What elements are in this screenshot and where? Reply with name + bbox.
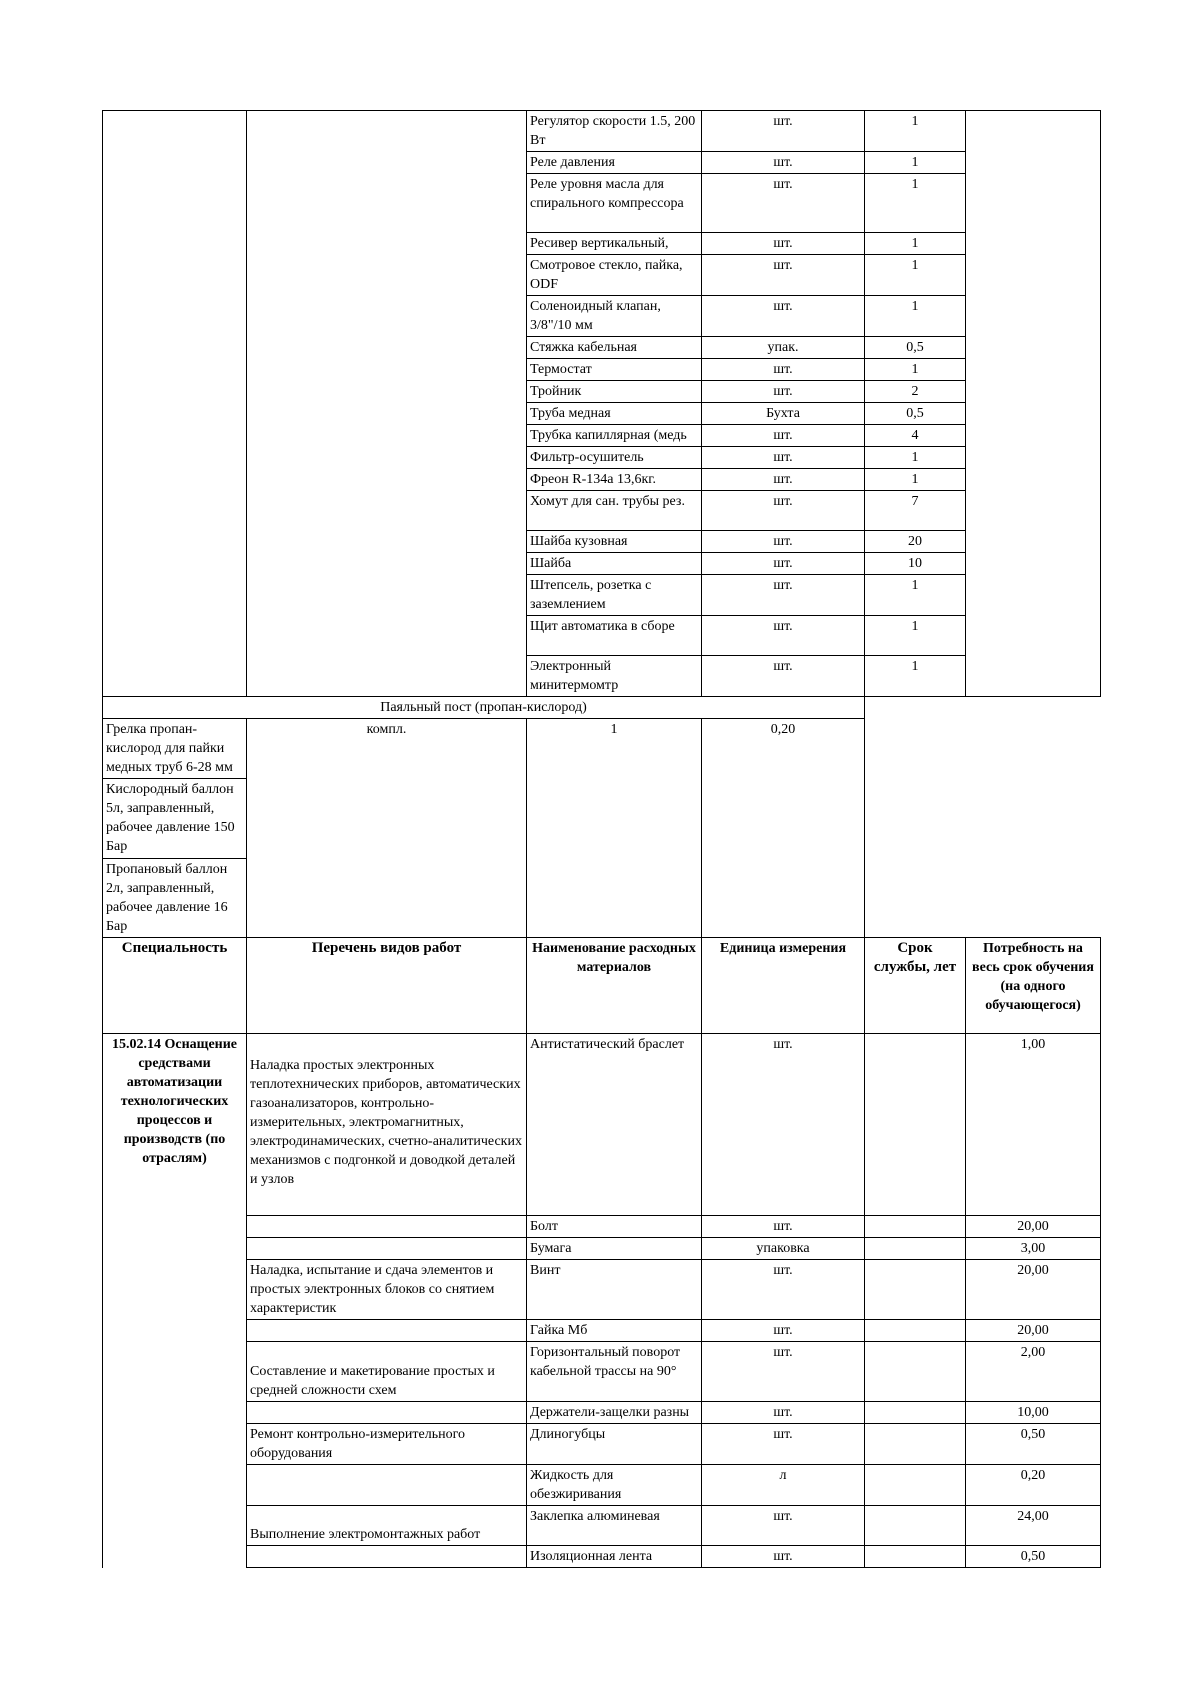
- table-row: [103, 1506, 1101, 1546]
- unit: шт.: [702, 1402, 865, 1424]
- unit: шт.: [702, 1034, 865, 1216]
- unit: шт.: [702, 656, 865, 697]
- work-type: Наладка простых электронных теплотехнических приборов, автоматических газоанализаторов, контрольно-измерительных, электромагнитных, электродинамических, счетно-аналитических механизмов с подгонкой и доводкой деталей и узлов: [247, 1034, 527, 1216]
- quantity: 2: [865, 381, 966, 403]
- table-row: [103, 697, 1101, 719]
- material-name: Жидкость для обезжиривания: [527, 1465, 702, 1506]
- work-type: [247, 1238, 527, 1260]
- unit: шт.: [702, 1506, 865, 1546]
- lifetime: [865, 1034, 966, 1216]
- material-name: Электронный минитермомтр: [527, 656, 702, 697]
- work-type: [247, 1216, 527, 1238]
- table-header: [103, 938, 1101, 1034]
- top-section: [103, 111, 1101, 697]
- lifetime: [865, 1320, 966, 1342]
- quantity: 1: [865, 296, 966, 337]
- quantity: 1: [865, 469, 966, 491]
- quantity: 1: [865, 255, 966, 296]
- table-row: [103, 1260, 1101, 1320]
- header-material: Наименование расходных материалов: [527, 938, 702, 1034]
- empty-specialty-cell: [103, 111, 247, 697]
- lifetime: [865, 1260, 966, 1320]
- lifetime: [865, 1402, 966, 1424]
- quantity: 1: [865, 656, 966, 697]
- empty-works-cell: [247, 111, 527, 697]
- lifetime: [865, 1216, 966, 1238]
- quantity: 1: [865, 447, 966, 469]
- unit: шт.: [702, 553, 865, 575]
- table-row: [103, 1216, 1101, 1238]
- unit: шт.: [702, 152, 865, 174]
- unit: шт.: [702, 1260, 865, 1320]
- material-name: Смотровое стекло, пайка, ODF: [527, 255, 702, 296]
- lifetime: [865, 1546, 966, 1568]
- lifetime: [865, 1238, 966, 1260]
- work-type: [247, 1402, 527, 1424]
- material-name: Шайба кузовная: [527, 531, 702, 553]
- quantity: 1: [865, 174, 966, 233]
- unit: шт.: [702, 1342, 865, 1402]
- header-works: Перечень видов работ: [247, 938, 527, 1034]
- quantity: 1: [865, 111, 966, 152]
- unit: шт.: [702, 575, 865, 616]
- quantity: 1: [865, 616, 966, 656]
- material-name: Грелка пропан-кислород для пайки медных труб 6-28 мм: [103, 719, 247, 779]
- quantity: 4: [865, 425, 966, 447]
- table-row: [103, 719, 1101, 779]
- quantity: 1: [865, 152, 966, 174]
- material-name: Щит автоматика в сборе: [527, 616, 702, 656]
- work-type: Выполнение электромонтажных работ: [247, 1506, 527, 1546]
- material-name: Штепсель, розетка с заземлением: [527, 575, 702, 616]
- material-name: Кислородный баллон 5л, заправленный, рабочее давление 150 Бар: [103, 779, 247, 859]
- material-name: Заклепка алюминевая: [527, 1506, 702, 1546]
- material-name: Винт: [527, 1260, 702, 1320]
- work-type: [247, 1546, 527, 1568]
- quantity: 1: [865, 233, 966, 255]
- need: 3,00: [966, 1238, 1101, 1260]
- material-name: Стяжка кабельная: [527, 337, 702, 359]
- material-name: Держатели-защелки разны: [527, 1402, 702, 1424]
- work-type: [247, 1465, 527, 1506]
- need: 10,00: [966, 1402, 1101, 1424]
- unit: Бухта: [702, 403, 865, 425]
- need: 0,50: [966, 1546, 1101, 1568]
- unit: л: [702, 1465, 865, 1506]
- header-need: Потребность на весь срок обучения (на одного обучающегося): [966, 938, 1101, 1034]
- table-row: [103, 1320, 1101, 1342]
- unit: шт.: [702, 255, 865, 296]
- lifetime: [865, 1506, 966, 1546]
- unit: шт.: [702, 381, 865, 403]
- unit: шт.: [702, 296, 865, 337]
- specialty-section: [103, 1034, 1101, 1568]
- quantity: 1: [865, 359, 966, 381]
- material-name: Термостат: [527, 359, 702, 381]
- header-specialty: Специальность: [103, 938, 247, 1034]
- header-unit: Единица измерения: [702, 938, 865, 1034]
- material-name: Длиногубцы: [527, 1424, 702, 1465]
- material-name: Реле давления: [527, 152, 702, 174]
- soldering-post-section: [103, 697, 1101, 938]
- header-lifetime: Срок службы, лет: [865, 938, 966, 1034]
- unit: упаковка: [702, 1238, 865, 1260]
- need: 0,50: [966, 1424, 1101, 1465]
- work-type: Составление и макетирование простых и средней сложности схем: [247, 1342, 527, 1402]
- need: 20,00: [966, 1320, 1101, 1342]
- material-name: Реле уровня масла для спирального компрессора: [527, 174, 702, 233]
- material-name: Фреон R-134a 13,6кг.: [527, 469, 702, 491]
- lifetime: [865, 1465, 966, 1506]
- unit: шт.: [702, 616, 865, 656]
- table-row: [103, 1546, 1101, 1568]
- material-name: Фильтр-осушитель: [527, 447, 702, 469]
- work-type: Наладка, испытание и сдача элементов и простых электронных блоков со снятием характеристик: [247, 1260, 527, 1320]
- unit: шт.: [702, 174, 865, 233]
- material-name: Изоляционная лента: [527, 1546, 702, 1568]
- material-name: Трубка капиллярная (медь: [527, 425, 702, 447]
- table-row: [103, 1034, 1101, 1216]
- unit: упак.: [702, 337, 865, 359]
- quantity: 0,5: [865, 337, 966, 359]
- unit: компл.: [247, 719, 527, 938]
- unit: шт.: [702, 111, 865, 152]
- unit: шт.: [702, 1424, 865, 1465]
- unit: шт.: [702, 425, 865, 447]
- quantity: 1: [865, 575, 966, 616]
- empty-need-cell: [966, 111, 1101, 697]
- lifetime: [865, 1342, 966, 1402]
- quantity: 20: [865, 531, 966, 553]
- need: 1,00: [966, 1034, 1101, 1216]
- material-name: Хомут для сан. трубы рез.: [527, 491, 702, 531]
- material-name: Бумага: [527, 1238, 702, 1260]
- quantity: 7: [865, 491, 966, 531]
- material-name: Гайка Мб: [527, 1320, 702, 1342]
- material-name: Антистатический браслет: [527, 1034, 702, 1216]
- lifetime: [865, 1424, 966, 1465]
- unit: шт.: [702, 1216, 865, 1238]
- material-name: Тройник: [527, 381, 702, 403]
- specialty-name: 15.02.14 Оснащение средствами автоматизации технологических процессов и производств (по отраслям): [103, 1034, 247, 1568]
- unit: шт.: [702, 531, 865, 553]
- quantity: 10: [865, 553, 966, 575]
- table-row: [103, 1424, 1101, 1465]
- need: 20,00: [966, 1260, 1101, 1320]
- material-name: Ресивер вертикальный,: [527, 233, 702, 255]
- material-name: Пропановый баллон 2л, заправленный, рабочее давление 16 Бар: [103, 859, 247, 938]
- need: 2,00: [966, 1342, 1101, 1402]
- quantity: 1: [527, 719, 702, 938]
- consumables-table: [102, 110, 1101, 1568]
- soldering-post-title: Паяльный пост (пропан-кислород): [103, 697, 865, 719]
- need: 24,00: [966, 1506, 1101, 1546]
- material-name: Соленоидный клапан, 3/8"/10 мм: [527, 296, 702, 337]
- unit: шт.: [702, 469, 865, 491]
- quantity: 0,5: [865, 403, 966, 425]
- material-name: Горизонтальный поворот кабельной трассы на 90°: [527, 1342, 702, 1402]
- need: 0,20: [966, 1465, 1101, 1506]
- material-name: Болт: [527, 1216, 702, 1238]
- material-name: Регулятор скорости 1.5, 200 Вт: [527, 111, 702, 152]
- material-name: Труба медная: [527, 403, 702, 425]
- unit: шт.: [702, 1320, 865, 1342]
- material-name: Шайба: [527, 553, 702, 575]
- table-row: [103, 1238, 1101, 1260]
- unit: шт.: [702, 233, 865, 255]
- work-type: Ремонт контрольно-измерительного оборудования: [247, 1424, 527, 1465]
- table-row: [103, 1465, 1101, 1506]
- unit: шт.: [702, 491, 865, 531]
- work-type: [247, 1320, 527, 1342]
- table-row: [103, 111, 1101, 152]
- table-row: [103, 1402, 1101, 1424]
- need: 0,20: [702, 719, 865, 938]
- unit: шт.: [702, 359, 865, 381]
- unit: шт.: [702, 447, 865, 469]
- unit: шт.: [702, 1546, 865, 1568]
- need: 20,00: [966, 1216, 1101, 1238]
- table-row: [103, 1342, 1101, 1402]
